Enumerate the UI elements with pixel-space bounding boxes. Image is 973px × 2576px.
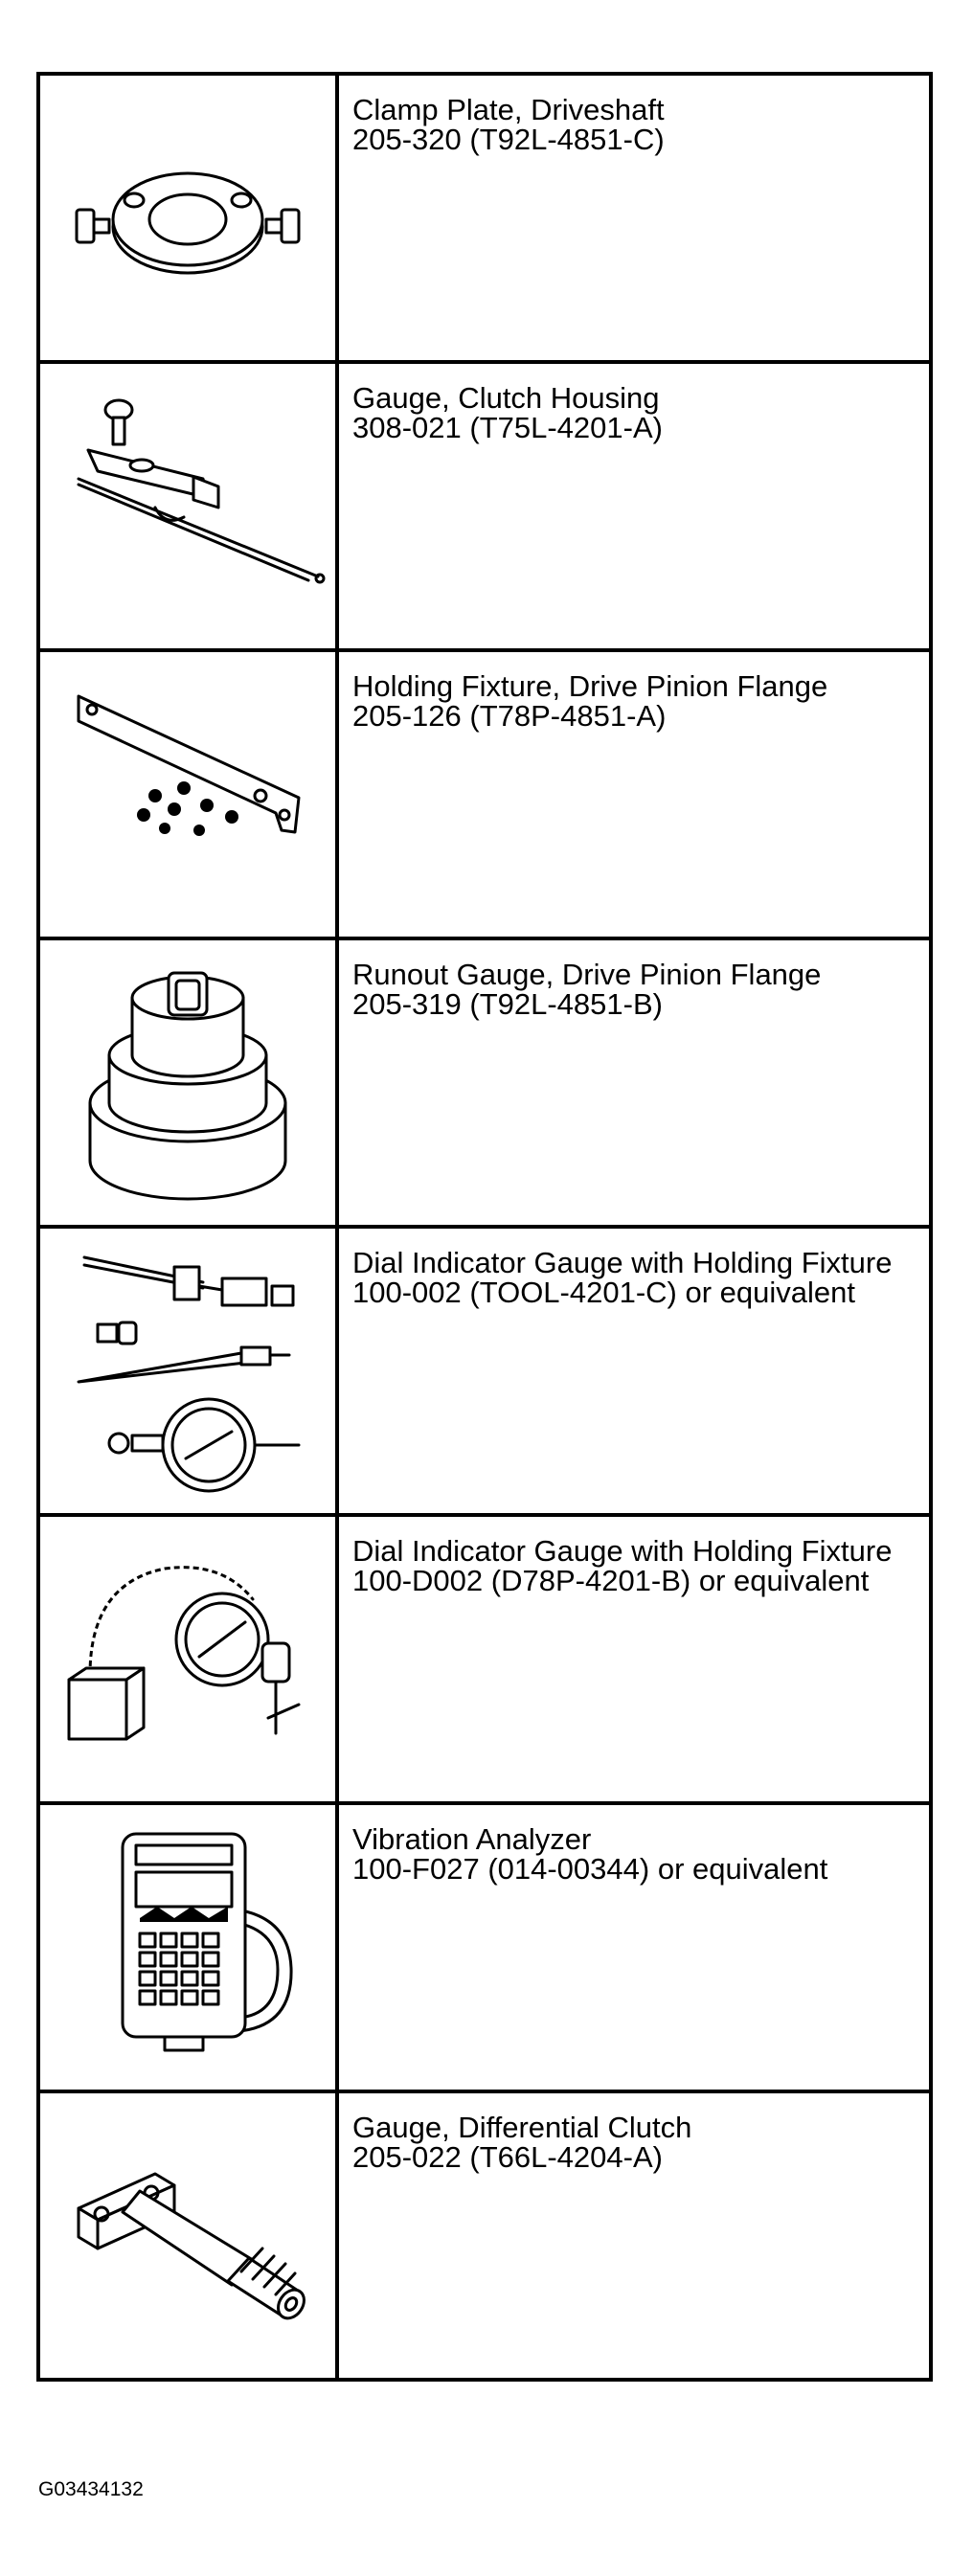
- tool-number: 205-022 (T66L-4204-A): [352, 2140, 663, 2174]
- tool-number: 205-319 (T92L-4851-B): [352, 987, 663, 1021]
- tool-description-cell: [337, 2091, 931, 2380]
- tool-row: [38, 362, 931, 650]
- tool-row: [38, 1803, 931, 2091]
- clutch-housing-gauge-icon: [40, 364, 335, 644]
- tool-illustration-cell: [38, 650, 337, 938]
- tool-row: [38, 938, 931, 1227]
- tool-description-cell: [337, 362, 931, 650]
- tool-name: Dial Indicator Gauge with Holding Fixture: [352, 1246, 893, 1279]
- differential-clutch-gauge-icon: [40, 2093, 335, 2374]
- tool-name: Dial Indicator Gauge with Holding Fixture: [352, 1534, 893, 1568]
- tool-name: Gauge, Differential Clutch: [352, 2111, 692, 2144]
- tool-name: Holding Fixture, Drive Pinion Flange: [352, 669, 828, 703]
- tool-number: 308-021 (T75L-4201-A): [352, 411, 663, 444]
- tool-row: [38, 650, 931, 938]
- tool-illustration-cell: [38, 362, 337, 650]
- tool-name: Clamp Plate, Driveshaft: [352, 93, 665, 126]
- tool-illustration-cell: [38, 1803, 337, 2091]
- tool-illustration-cell: [38, 1515, 337, 1803]
- tool-name: Gauge, Clutch Housing: [352, 381, 660, 415]
- vibration-analyzer-icon: [40, 1805, 335, 2086]
- tool-description-cell: [337, 74, 931, 362]
- tool-row: [38, 1227, 931, 1515]
- tool-name: Runout Gauge, Drive Pinion Flange: [352, 958, 822, 991]
- tool-description-cell: [337, 938, 931, 1227]
- tool-description-cell: [337, 1515, 931, 1803]
- driveshaft-clamp-plate-icon: [40, 76, 335, 356]
- tool-name: Vibration Analyzer: [352, 1822, 592, 1856]
- pinion-flange-runout-gauge-icon: [40, 940, 335, 1221]
- tool-illustration-cell: [38, 74, 337, 362]
- tool-row: [38, 74, 931, 362]
- tool-description-cell: [337, 1227, 931, 1515]
- tool-description-cell: [337, 650, 931, 938]
- tool-row: [38, 1515, 931, 1803]
- tool-number: 100-F027 (014-00344) or equivalent: [352, 1852, 828, 1886]
- figure-id-caption: G03434132: [38, 2478, 144, 2500]
- tool-row: [38, 2091, 931, 2380]
- tool-number: 100-002 (TOOL-4201-C) or equivalent: [352, 1276, 855, 1309]
- magnetic-base-dial-indicator-icon: [40, 1517, 335, 1797]
- tool-description-cell: [337, 1803, 931, 2091]
- tool-number: 205-126 (T78P-4851-A): [352, 699, 667, 733]
- tool-illustration-cell: [38, 938, 337, 1227]
- tool-illustration-cell: [38, 1227, 337, 1515]
- tool-illustration-cell: [38, 2091, 337, 2380]
- tool-number: 205-320 (T92L-4851-C): [352, 123, 665, 156]
- pinion-flange-holding-fixture-icon: [40, 652, 335, 933]
- tool-number: 100-D002 (D78P-4201-B) or equivalent: [352, 1564, 870, 1597]
- special-tools-table: [36, 72, 933, 2382]
- dial-indicator-holding-fixture-icon: [40, 1229, 335, 1509]
